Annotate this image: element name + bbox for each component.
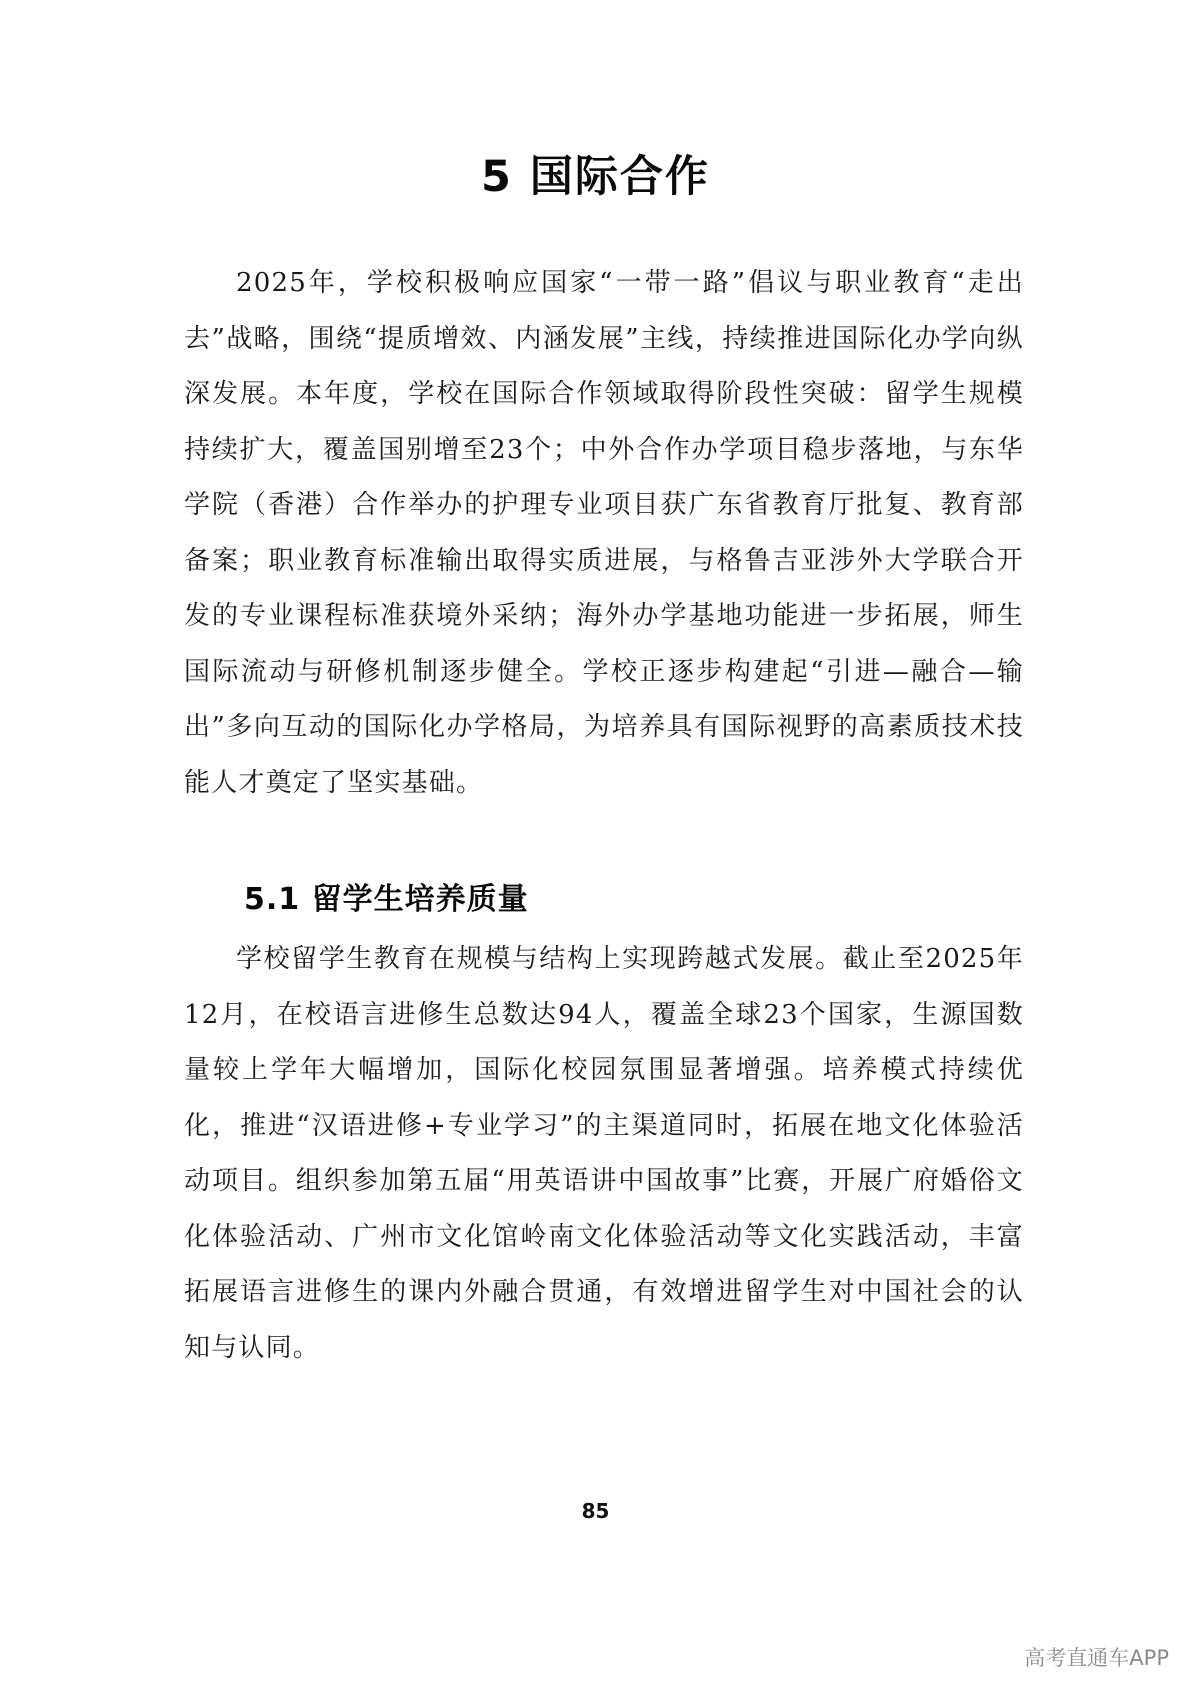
section-paragraph: 学校留学生教育在规模与结构上实现跨越式发展。截止至2025年12月，在校语言进修生总数达94人，覆盖全球23个国家，生源国数量较上学年大幅增加，国际化校园氛围显著增强。培养模式持续优化，推进“汉语进修+专业学习”的主渠道同时，拓展在地文化体验活动项目。组织参加第五届“用英语讲中国故事”比赛，开展广府婚俗文化体验活动、广州市文化馆岭南文化体验活动等文化实践活动，丰富拓展语言进修生的课内外融合贯通，有效增进留学生对中国社会的认知与认同。 xyxy=(184,944,1024,1363)
page-number: 85 xyxy=(581,1499,610,1523)
intro-paragraph: 2025年，学校积极响应国家“一带一路”倡议与职业教育“走出去”战略，围绕“提质增效、内涵发展”主线，持续推进国际化办学向纵深发展。本年度，学校在国际合作领域取得阶段性突破：留学生规模持续扩大，覆盖国别增至23个；中外合作办学项目稳步落地，与东华学院（香港）合作举办的护理专业项目获广东省教育厅批复、教育部备案；职业教育标准输出取得实质进展，与格鲁吉亚涉外大学联合开发的专业课程标准获境外采纳；海外办学基地功能进一步拓展，师生国际流动与研修机制逐步健全。学校正逐步构建起“引进—融合—输出”多向互动的国际化办学格局，为培养具有国际视野的高素质技术技能人才奠定了坚实基础。 xyxy=(184,268,1024,798)
watermark-text: 高考直通车APP xyxy=(1024,1646,1169,1670)
section-heading: 5.1 留学生培养质量 xyxy=(244,882,529,917)
chapter-title: 5 国际合作 xyxy=(481,152,710,202)
